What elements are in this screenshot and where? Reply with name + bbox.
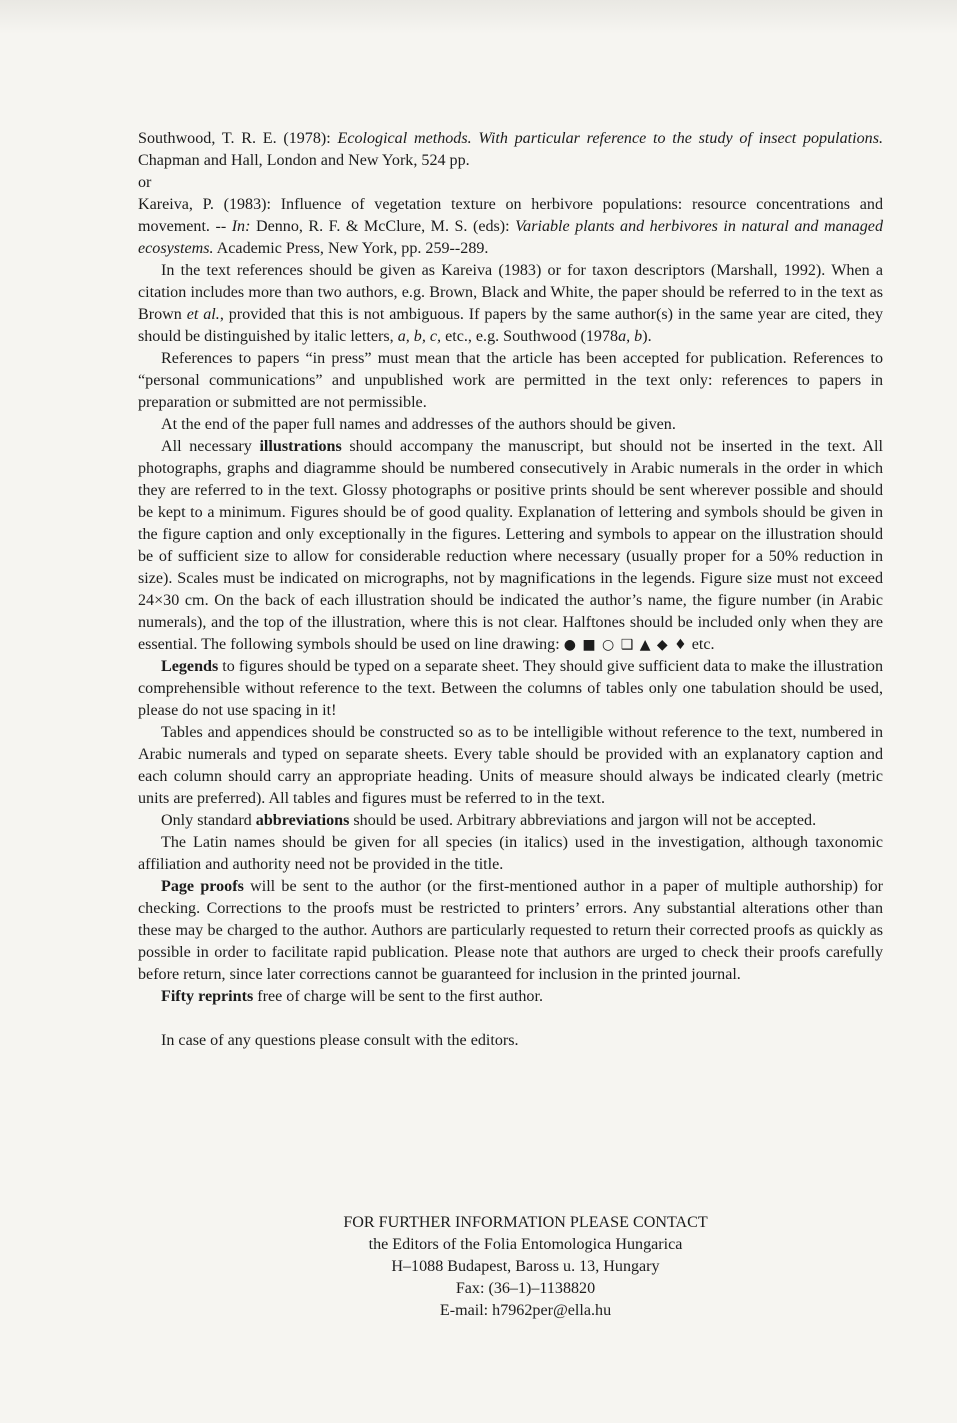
paragraph-latin-names: The Latin names should be given for all species (in italics) used in the investigation, although taxonomic affiliation and authority need not be provided in the title. [138,834,883,873]
contact-block [138,1212,913,1322]
paragraph-abbreviations: Only standard abbreviations should be used. Arbitrary abbreviations and jargon will not be accepted. [161,812,817,829]
paragraph-page-proofs: Page proofs will be sent to the author (or the first-mentioned author in a paper of multiple authorship) for checking. Corrections to the proofs must be restricted to printers’ errors. Any substantial alterations other than these may be charged to the author. Authors are particularly requested to return their corrected proofs as quickly as possible in order to facilitate rapid publication. Please note that authors are urged to check their proofs carefully before return, since later corrections cannot be guaranteed for inclusion in the printed journal. [138,878,883,983]
paragraph-legends: Legends to figures should be typed on a separate sheet. They should give sufficient data to make the illustration comprehensible without reference to the text. Between the columns of tables only one tabulation should be used, please do not use spacing in it! [138,658,883,719]
line-drawing-symbols: ● ■ ○ ❑ ▲ ◆ ♦ [563,637,688,653]
paragraph-addresses: At the end of the paper full names and addresses of the authors should be given. [161,416,676,433]
contact-fax: Fax: (36–1)–1138820 [455,1280,596,1297]
paragraph-in-press: References to papers “in press” must mean that the article has been accepted for publication. References to “personal communications” and unpublished work are permitted in the text only: references to papers in preparation or submitted are not permissible. [138,350,883,411]
page-top-shade [0,0,957,34]
paragraph-questions: In case of any questions please consult with the editors. [161,1032,519,1049]
contact-editors: the Editors of the Folia Entomologica Hungarica [368,1236,683,1253]
spacer [138,1008,883,1030]
paragraph-tables: Tables and appendices should be constructed so as to be intelligible without reference to the text, numbered in Arabic numerals and typed on separate sheets. Every table should be provided with an explanatory caption and each column should carry an appropriate heading. Units of measure should always be indicated clearly (metric units are preferred). All tables and figures must be referred to in the text. [138,724,883,807]
reference-or: or [138,174,152,191]
contact-email: E-mail: h7962per@ella.hu [439,1302,612,1319]
reference-kareiva: Kareiva, P. (1983): Influence of vegetation texture on herbivore populations: resource concentrations and movement. -- In: Denno, R. F. & McClure, M. S. (eds): Variable plants and herbivores in natural and managed ecosystems. Academic Press, New York, pp. 259--289. [138,196,883,257]
document-body [138,128,883,1052]
contact-address: H–1088 Budapest, Baross u. 13, Hungary [391,1258,660,1275]
contact-heading: FOR FURTHER INFORMATION PLEASE CONTACT [343,1214,708,1231]
paragraph-reprints: Fifty reprints free of charge will be sent to the first author. [161,988,543,1005]
paragraph-text-references: In the text references should be given as Kareiva (1983) or for taxon descriptors (Marshall, 1992). When a citation includes more than two authors, e.g. Brown, Black and White, the paper should be referred to in the text as Brown et al., provided that this is not ambiguous. If papers by the same author(s) in the same year are cited, they should be distinguished by italic letters, a, b, c, etc., e.g. Southwood (1978a, b). [138,262,883,345]
reference-southwood: Southwood, T. R. E. (1978): Ecological methods. With particular reference to the study of insect populations. Chapman and Hall, London and New York, 524 pp. [138,130,883,169]
paragraph-illustrations: All necessary illustrations should accompany the manuscript, but should not be inserted in the text. All photographs, graphs and diagramme should be numbered consecutively in Arabic numerals in the order in which they are referred to in the text. Glossy photographs or positive prints should be sent wherever possible and should be kept to a minimum. Figures should be of good quality. Explanation of lettering and symbols should be given in the figure caption and only exceptionally in the figures. Lettering and symbols to appear on the illustration should be of sufficient size to allow for considerable reduction where necessary (usually proper for a 50% reduction in size). Scales must be indicated on micrographs, not by magnifications in the legends. Figure size must not exceed 24×30 cm. On the back of each illustration should be indicated the author’s name, the figure number (in Arabic numerals), and the top of the illustration, where this is not clear. Halftones should be included only when they are essential. The following symbols should be used on line drawing: ● ■ ○ ❑ ▲ ◆ ♦ etc. [138,438,883,653]
